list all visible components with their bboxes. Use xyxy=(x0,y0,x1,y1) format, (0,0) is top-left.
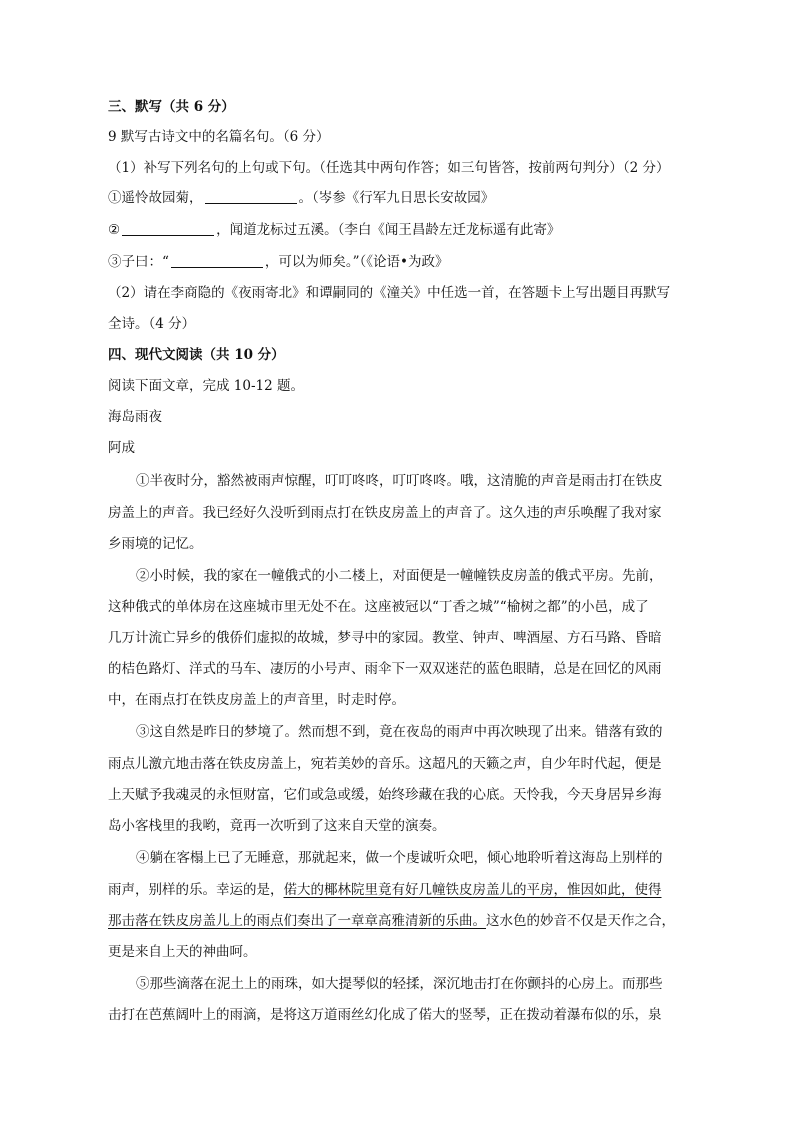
paragraph-2-line: 中，在雨点打在铁皮房盖上的声音里，时走时停。 xyxy=(108,692,405,708)
sub-question-2-line-1: （2）请在李商隐的《夜雨寄北》和谭嗣同的《潼关》中任选一首，在答题卡上写出题目再默写 xyxy=(108,285,671,301)
paragraph-5-line: ⑤那些滴落在泥土上的雨珠，如大提琴似的轻揉，深沉地击打在你颤抖的心房上。而那些 xyxy=(136,976,663,992)
fill-item-1-suffix: 。（岑参《行军九日思长安故园》 xyxy=(298,190,495,206)
paragraph-2-line: 几万计流亡异乡的俄侨们虚拟的故城，梦寻中的家园。教堂、钟声、啤酒屋、方石马路、昏暗 xyxy=(108,630,662,646)
paragraph-2-line: 的桔色路灯、洋式的马车、凄厉的小号声、雨伞下一双双迷茫的蓝色眼睛，总是在回忆的风雨 xyxy=(108,661,662,677)
underlined-sentence: 那击落在铁皮房盖儿上的雨点们奏出了一章章高雅清新的乐曲。 xyxy=(108,913,486,929)
paragraph-3-line: 岛小客栈里的我哟，竟再一次听到了这来自天堂的演奏。 xyxy=(108,818,446,834)
underlined-sentence: 偌大的椰林院里竟有好几幢铁皮房盖儿的平房，惟因如此，使得 xyxy=(283,882,662,898)
fill-item-2-prefix: ② xyxy=(108,222,121,238)
paragraph-4-line: ④躺在客榻上已了无睡意，那就起来，做一个虔诚听众吧，倾心地聆听着这海岛上别样的 xyxy=(136,850,663,866)
paragraph-1-line: 房盖上的声音。我已经好久没听到雨点打在铁皮房盖上的声音了。这久违的声乐唤醒了我对家 xyxy=(108,505,662,521)
paragraph-4-line xyxy=(108,880,662,900)
paragraph-1-line: 乡雨境的记忆。 xyxy=(108,536,203,552)
answer-blank-1[interactable] xyxy=(205,190,297,204)
paragraph-3-line: 雨点儿激亢地击落在铁皮房盖上，宛若美妙的音乐。这超凡的天籁之声，自少年时代起，便是 xyxy=(108,756,662,772)
paragraph-2-line: 这种俄式的单体房在这座城市里无处不在。这座被冠以“丁香之城”“榆树之都”的小邑，成了 xyxy=(108,599,649,615)
paragraph-4-text: 雨声，别样的乐。幸运的是， xyxy=(108,882,284,898)
answer-blank-2[interactable] xyxy=(122,222,214,236)
question-9: 9 默写古诗文中的名篇名句。（6 分） xyxy=(108,129,330,145)
reading-instruction: 阅读下面文章，完成 10-12 题。 xyxy=(108,378,305,394)
sub-question-1: （1）补写下列名句的上句或下句。（任选其中两句作答；如三句皆答，按前两句判分）（2 分） xyxy=(108,160,670,176)
fill-item-1-prefix: ①遥怜故园菊， xyxy=(108,190,203,206)
fill-item-3-suffix: ，可以为师矣。”（《论语•为政》 xyxy=(264,254,449,270)
sub-question-2-line-2: 全诗。（4 分） xyxy=(108,316,196,332)
paragraph-3-line: ③这自然是昨日的梦境了。然而想不到，竟在夜岛的雨声中再次映现了出来。错落有致的 xyxy=(136,724,663,740)
paragraph-1-line: ①半夜时分，豁然被雨声惊醒，叮叮咚咚，叮叮咚咚。哦，这清脆的声音是雨击打在铁皮 xyxy=(136,473,663,489)
paragraph-4-text: 这水色的妙音不仅是天作之合， xyxy=(486,913,675,929)
paragraph-5-line: 击打在芭蕉阔叶上的雨滴，是将这万道雨丝幻化成了偌大的竖琴，正在拨动着瀑布似的乐，泉 xyxy=(108,1007,662,1023)
paragraph-4-line: 更是来自上天的神曲呵。 xyxy=(108,944,257,960)
section4-heading: 四、现代文阅读（共 10 分） xyxy=(108,347,285,363)
fill-item-3-prefix: ③子曰：“ xyxy=(108,254,169,270)
fill-item-3 xyxy=(108,252,449,272)
paragraph-4-line xyxy=(108,911,675,931)
paragraph-3-line: 上天赋予我魂灵的永恒财富，它们或急或缓，始终珍藏在我的心底。天怜我，今天身居异乡海 xyxy=(108,787,662,803)
fill-item-1 xyxy=(108,188,494,208)
article-title: 海岛雨夜 xyxy=(108,409,162,425)
fill-item-2 xyxy=(108,220,560,240)
fill-item-2-suffix: ，闻道龙标过五溪。（李白《闻王昌龄左迁龙标遥有此寄》 xyxy=(216,222,561,238)
section3-heading: 三、默写（共 6 分） xyxy=(108,99,235,115)
article-author: 阿成 xyxy=(108,440,135,456)
paragraph-2-line: ②小时候，我的家在一幢俄式的小二楼上，对面便是一幢幢铁皮房盖的俄式平房。先前， xyxy=(136,568,663,584)
answer-blank-3[interactable] xyxy=(171,254,263,268)
